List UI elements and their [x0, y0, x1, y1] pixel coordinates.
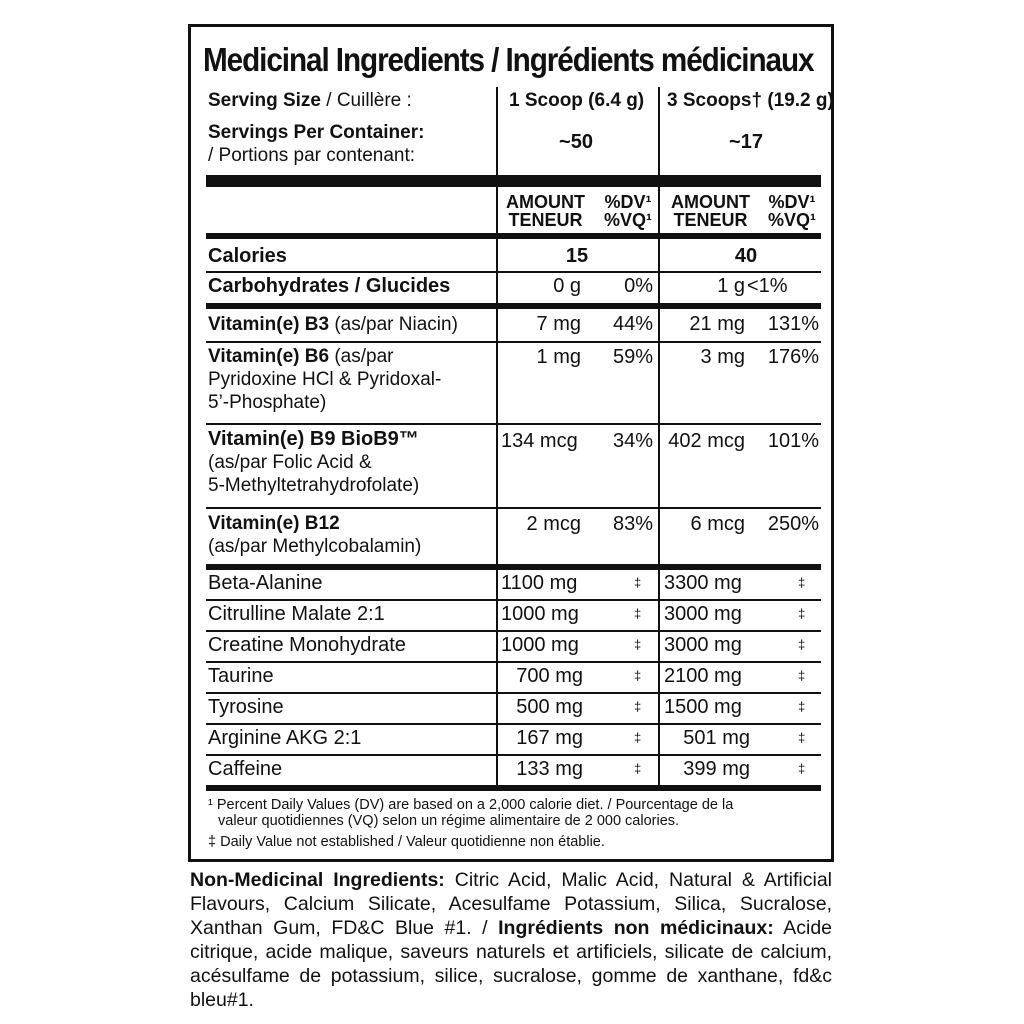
non-medicinal-text-fr: Acide citrique, acide malique, saveurs naturels et artificiels, silicate de calcium, acésulfame de potassium, silice, sucralose, gomme de xanthane, fd&c bleu#1.	[190, 917, 833, 1011]
thick-divider	[206, 175, 821, 187]
row-divider	[206, 692, 821, 694]
row-divider	[206, 754, 821, 756]
col1-dv: 59%	[612, 346, 653, 368]
col1-dv: 0%	[624, 275, 653, 297]
title-fr: Ingrédients médicinaux	[505, 41, 814, 78]
col1-dv: ‡	[634, 730, 642, 745]
col1-dv: ‡	[634, 575, 642, 590]
non-medicinal-label-fr: Ingrédients non médicinaux:	[498, 917, 774, 939]
col1-amount-header: AMOUNT TENEUR	[506, 192, 585, 230]
col2-dv-header: %DV¹ %VQ¹	[768, 192, 817, 230]
col1-amount: 0 g	[553, 275, 581, 297]
macro-name: Calories	[208, 245, 287, 267]
col2-dv: 101%	[767, 430, 819, 452]
vitamin-name: Vitamin(e) B3 (as/par Niacin)	[208, 314, 458, 335]
col2-amount: 2100 mg	[664, 665, 742, 687]
thick-divider	[206, 303, 821, 309]
col2-dv: ‡	[798, 730, 806, 745]
col1-amount: 500 mg	[516, 696, 583, 718]
col2-dv: ‡	[798, 606, 806, 621]
col2-amount: 6 mcg	[690, 513, 745, 535]
col2-amount: 3300 mg	[664, 572, 742, 594]
col2-dv: 250%	[767, 513, 819, 535]
col2-dv: ‡	[798, 761, 806, 776]
ingredients-panel	[188, 24, 834, 862]
row-divider	[206, 341, 821, 343]
col2-dv: ‡	[798, 575, 806, 590]
col2-dv: ‡	[798, 637, 806, 652]
col2-dv: 176%	[767, 346, 819, 368]
col1-dv: ‡	[634, 699, 642, 714]
title-sep: /	[491, 41, 499, 78]
col1-dv: ‡	[634, 606, 642, 621]
col2-amount: 399 mg	[683, 758, 750, 780]
col1-dv: 44%	[612, 313, 653, 335]
non-medicinal-text-en: Citric Acid, Malic Acid, Natural & Artificial Flavours, Calcium Silicate, Acesulfame Potassium, Silica, Sucralose, Xanthan Gum, FD&C Blue #1. /	[190, 869, 833, 939]
col1-amount: 1000 mg	[501, 634, 579, 656]
col1-dv: 83%	[612, 513, 653, 535]
footnote-dv: ¹ Percent Daily Values (DV) are based on a 2,000 calorie diet. / Pourcentage de la valeur quotidiennes (VQ) selon un régime alimentaire de 2 000 calories.	[208, 797, 734, 829]
ingredient-name: Taurine	[208, 665, 274, 687]
col2-amount: 1 g	[717, 275, 745, 297]
col2-amount: 1500 mg	[664, 696, 742, 718]
col2-dv: 131%	[767, 313, 819, 335]
col2-dv: <1%	[747, 275, 788, 297]
col2-amount: 501 mg	[683, 727, 750, 749]
vitamin-name: Vitamin(e) B12 (as/par Methylcobalamin)	[208, 513, 422, 557]
col2-amount: 3000 mg	[664, 603, 742, 625]
row-divider	[206, 599, 821, 601]
row-divider	[206, 630, 821, 632]
col2-dv: ‡	[798, 668, 806, 683]
footnote-not-established: ‡ Daily Value not established / Valeur quotidienne non établie.	[208, 834, 605, 850]
col1-dv: ‡	[634, 637, 642, 652]
servings-per-container-label-en: Servings Per Container:	[208, 122, 425, 143]
title-en: Medicinal Ingredients	[203, 41, 484, 78]
col1-amount: 167 mg	[516, 727, 583, 749]
col2-amount: 21 mg	[689, 313, 745, 335]
col1-amount: 134 mcg	[501, 430, 578, 452]
divider-v	[658, 87, 660, 179]
divider-v	[496, 187, 498, 785]
col2-amount-header: AMOUNT TENEUR	[671, 192, 750, 230]
col1-dv: ‡	[634, 761, 642, 776]
row-divider	[206, 423, 821, 425]
col2-servings: ~17	[729, 131, 763, 153]
ingredient-name: Tyrosine	[208, 696, 284, 718]
col1-amount: 1 mg	[536, 346, 581, 368]
col2-amount: 3 mg	[700, 346, 745, 368]
ingredient-name: Caffeine	[208, 758, 283, 780]
servings-per-container-label-fr: / Portions par contenant:	[208, 145, 416, 166]
col2-serving-size: 3 Scoops† (19.2 g)	[667, 90, 834, 111]
col1-dv: ‡	[634, 668, 642, 683]
thick-divider	[206, 564, 821, 570]
serving-size-label: Serving Size / Cuillère :	[208, 90, 412, 111]
col1-servings: ~50	[559, 131, 593, 153]
col2-amount: 3000 mg	[664, 634, 742, 656]
col1-amount: 700 mg	[516, 665, 583, 687]
thick-divider	[206, 233, 821, 239]
row-divider	[206, 507, 821, 509]
col2-amount: 402 mcg	[668, 430, 745, 452]
ingredient-name: Creatine Monohydrate	[208, 634, 406, 656]
col1-amount: 15	[565, 245, 589, 267]
divider-v	[658, 187, 660, 785]
col1-amount: 1000 mg	[501, 603, 579, 625]
col1-serving-size: 1 Scoop (6.4 g)	[509, 90, 645, 111]
macro-name: Carbohydrates / Glucides	[208, 275, 451, 297]
col1-amount: 1100 mg	[501, 572, 578, 594]
divider-v	[496, 87, 498, 179]
col1-amount: 7 mg	[536, 313, 581, 335]
col2-amount: 40	[734, 245, 758, 267]
vitamin-name: Vitamin(e) B9 BioB9™ (as/par Folic Acid & 5-Methyltetrahydrofolate)	[208, 428, 420, 496]
non-medicinal-ingredients	[190, 868, 832, 1012]
ingredient-name: Arginine AKG 2:1	[208, 727, 362, 749]
thick-divider	[206, 785, 821, 791]
col2-dv: ‡	[798, 699, 806, 714]
ingredient-name: Beta-Alanine	[208, 572, 323, 594]
row-divider	[206, 661, 821, 663]
non-medicinal-label-en: Non-Medicinal Ingredients:	[190, 869, 445, 891]
row-divider	[206, 723, 821, 725]
vitamin-name: Vitamin(e) B6 (as/par Pyridoxine HCl & Pyridoxal- 5’-Phosphate)	[208, 346, 442, 413]
col1-amount: 133 mg	[516, 758, 583, 780]
col1-amount: 2 mcg	[526, 513, 581, 535]
panel-title	[203, 41, 813, 79]
col1-dv-header: %DV¹ %VQ¹	[604, 192, 653, 230]
ingredient-name: Citrulline Malate 2:1	[208, 603, 385, 625]
col1-dv: 34%	[612, 430, 653, 452]
row-divider	[206, 271, 821, 273]
